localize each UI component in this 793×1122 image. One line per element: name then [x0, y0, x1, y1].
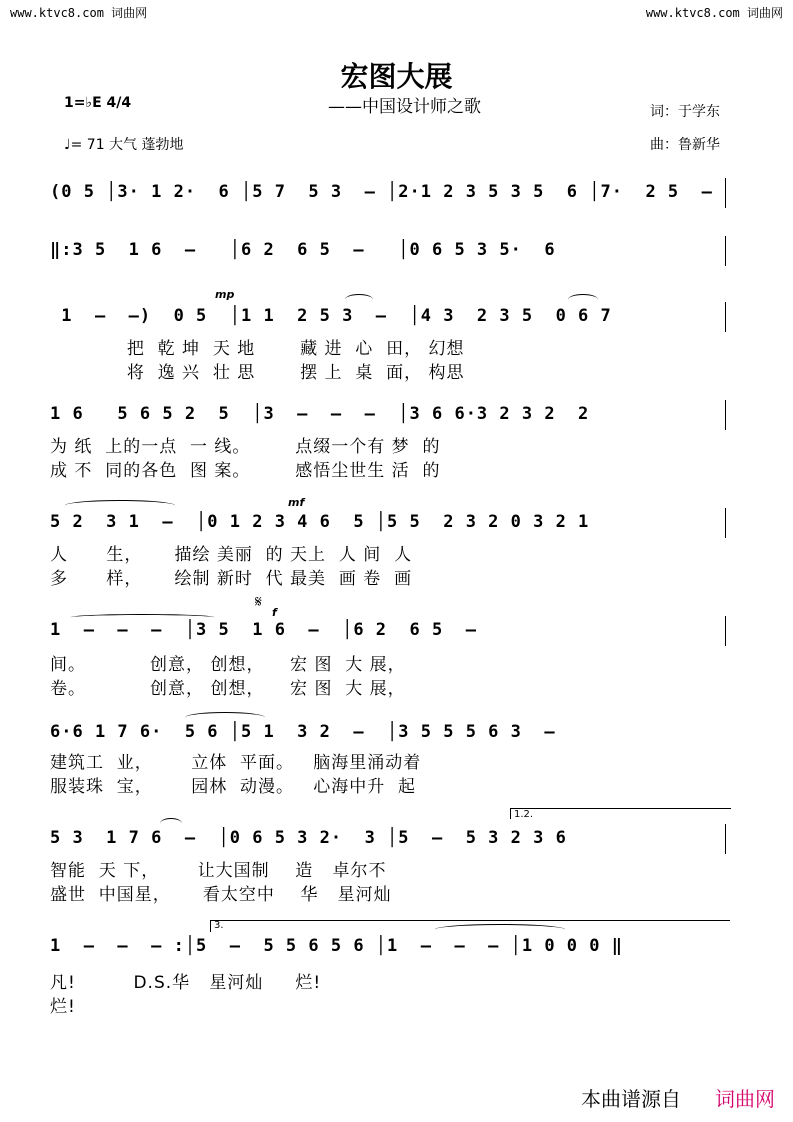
notation-line: 1 — —) 0 5 │1 1 2 5 3 — │4 3 2 3 5 0 6 7: [50, 306, 612, 326]
phrase-line: [210, 920, 730, 921]
dynamic-mf: mf: [288, 496, 305, 509]
lyric-verse-2: 将 逸 兴 壮 思 摆 上 桌 面， 构思: [50, 363, 465, 383]
dynamic-mp: mp: [215, 288, 235, 301]
notation-line: 6·6 1 7 6· 5 6 │5 1 3 2 — │3 5 5 5 6 3 —: [50, 722, 556, 742]
song-title: 宏图大展: [340, 60, 453, 93]
notation-line: (0 5 │3· 1 2· 6 │5 7 5 3 — │2·1 2 3 5 3 5 6 │7· 2 5 —: [50, 182, 725, 202]
volta-label: 3.: [214, 920, 224, 931]
barline: [725, 616, 726, 646]
notation-line: 1 6 5 6 5 2 5 │3 — — — │3 6 6·3 2 3 2 2: [50, 404, 590, 424]
notation-line: 5 3 1 7 6 — │0 6 5 3 2· 3 │5 — 5 3 2 3 6: [50, 828, 567, 848]
composer: 曲：鲁新华: [650, 137, 720, 153]
segno-icon: 𝄋: [255, 592, 262, 611]
volta-label: 1.2.: [514, 809, 534, 820]
lyric-verse-1: 人 生， 描绘 美丽 的 天上 人 间 人: [50, 545, 413, 565]
lyric-verse-1: 凡! D.S.华 星河灿 烂!: [50, 973, 322, 993]
lyric-verse-2: 卷。 创意， 创想， 宏 图 大 展，: [50, 679, 406, 699]
lyric-verse-2: 烂!: [50, 997, 76, 1017]
dynamic-f: f: [272, 606, 277, 619]
watermark-right: www.ktvc8.com 词曲网: [645, 6, 783, 20]
lyric-verse-1: 智能 天 下， 让大国制 造 卓尔不: [50, 861, 387, 881]
lyric-verse-2: 服装珠 宝， 园林 动漫。 心海中升 起: [50, 777, 417, 797]
lyric-verse-1: 把 乾 坤 天 地 藏 进 心 田， 幻想: [50, 339, 465, 359]
lyric-verse-1: 为 纸 上的一点 一 线。 点缀一个有 梦 的: [50, 437, 441, 457]
key-signature: 1=♭E 4/4: [64, 95, 132, 111]
barline: [725, 236, 726, 266]
lyricist: 词：于学东: [650, 104, 720, 120]
source-label: 本曲谱源自: [581, 1087, 681, 1111]
tempo-marking: ♩= 71 大气 蓬勃地: [64, 137, 184, 153]
song-subtitle: ——中国设计师之歌: [328, 97, 481, 117]
barline: [725, 824, 726, 854]
lyric-verse-2: 成 不 同的各色 图 案。 感悟尘世生 活 的: [50, 461, 441, 481]
barline: [725, 178, 726, 208]
notation-line: ‖:3 5 1 6 — │6 2 6 5 — │0 6 5 3 5· 6: [50, 240, 556, 260]
barline: [725, 302, 726, 332]
lyric-verse-2: 多 样， 绘制 新时 代 最美 画 卷 画: [50, 569, 413, 589]
barline: [725, 508, 726, 538]
barline: [725, 400, 726, 430]
lyric-verse-1: 建筑工 业， 立体 平面。 脑海里涌动着: [50, 753, 422, 773]
watermark-left: www.ktvc8.com 词曲网: [10, 6, 148, 20]
notation-line: 1 — — — │3 5 1 6 — │6 2 6 5 —: [50, 620, 477, 640]
notation-line: 5 2 3 1 — │0 1 2 3 4 6 5 │5 5 2 3 2 0 3 2 1: [50, 512, 590, 532]
lyric-verse-1: 间。 创意， 创想， 宏 图 大 展，: [50, 655, 406, 675]
notation-line: 1 — — — :│5 — 5 5 6 5 6 │1 — — — │1 0 0 0 ‖: [50, 936, 623, 956]
lyric-verse-2: 盛世 中国星， 看太空中 华 星河灿: [50, 885, 392, 905]
site-name-link[interactable]: 词曲网: [715, 1087, 775, 1111]
